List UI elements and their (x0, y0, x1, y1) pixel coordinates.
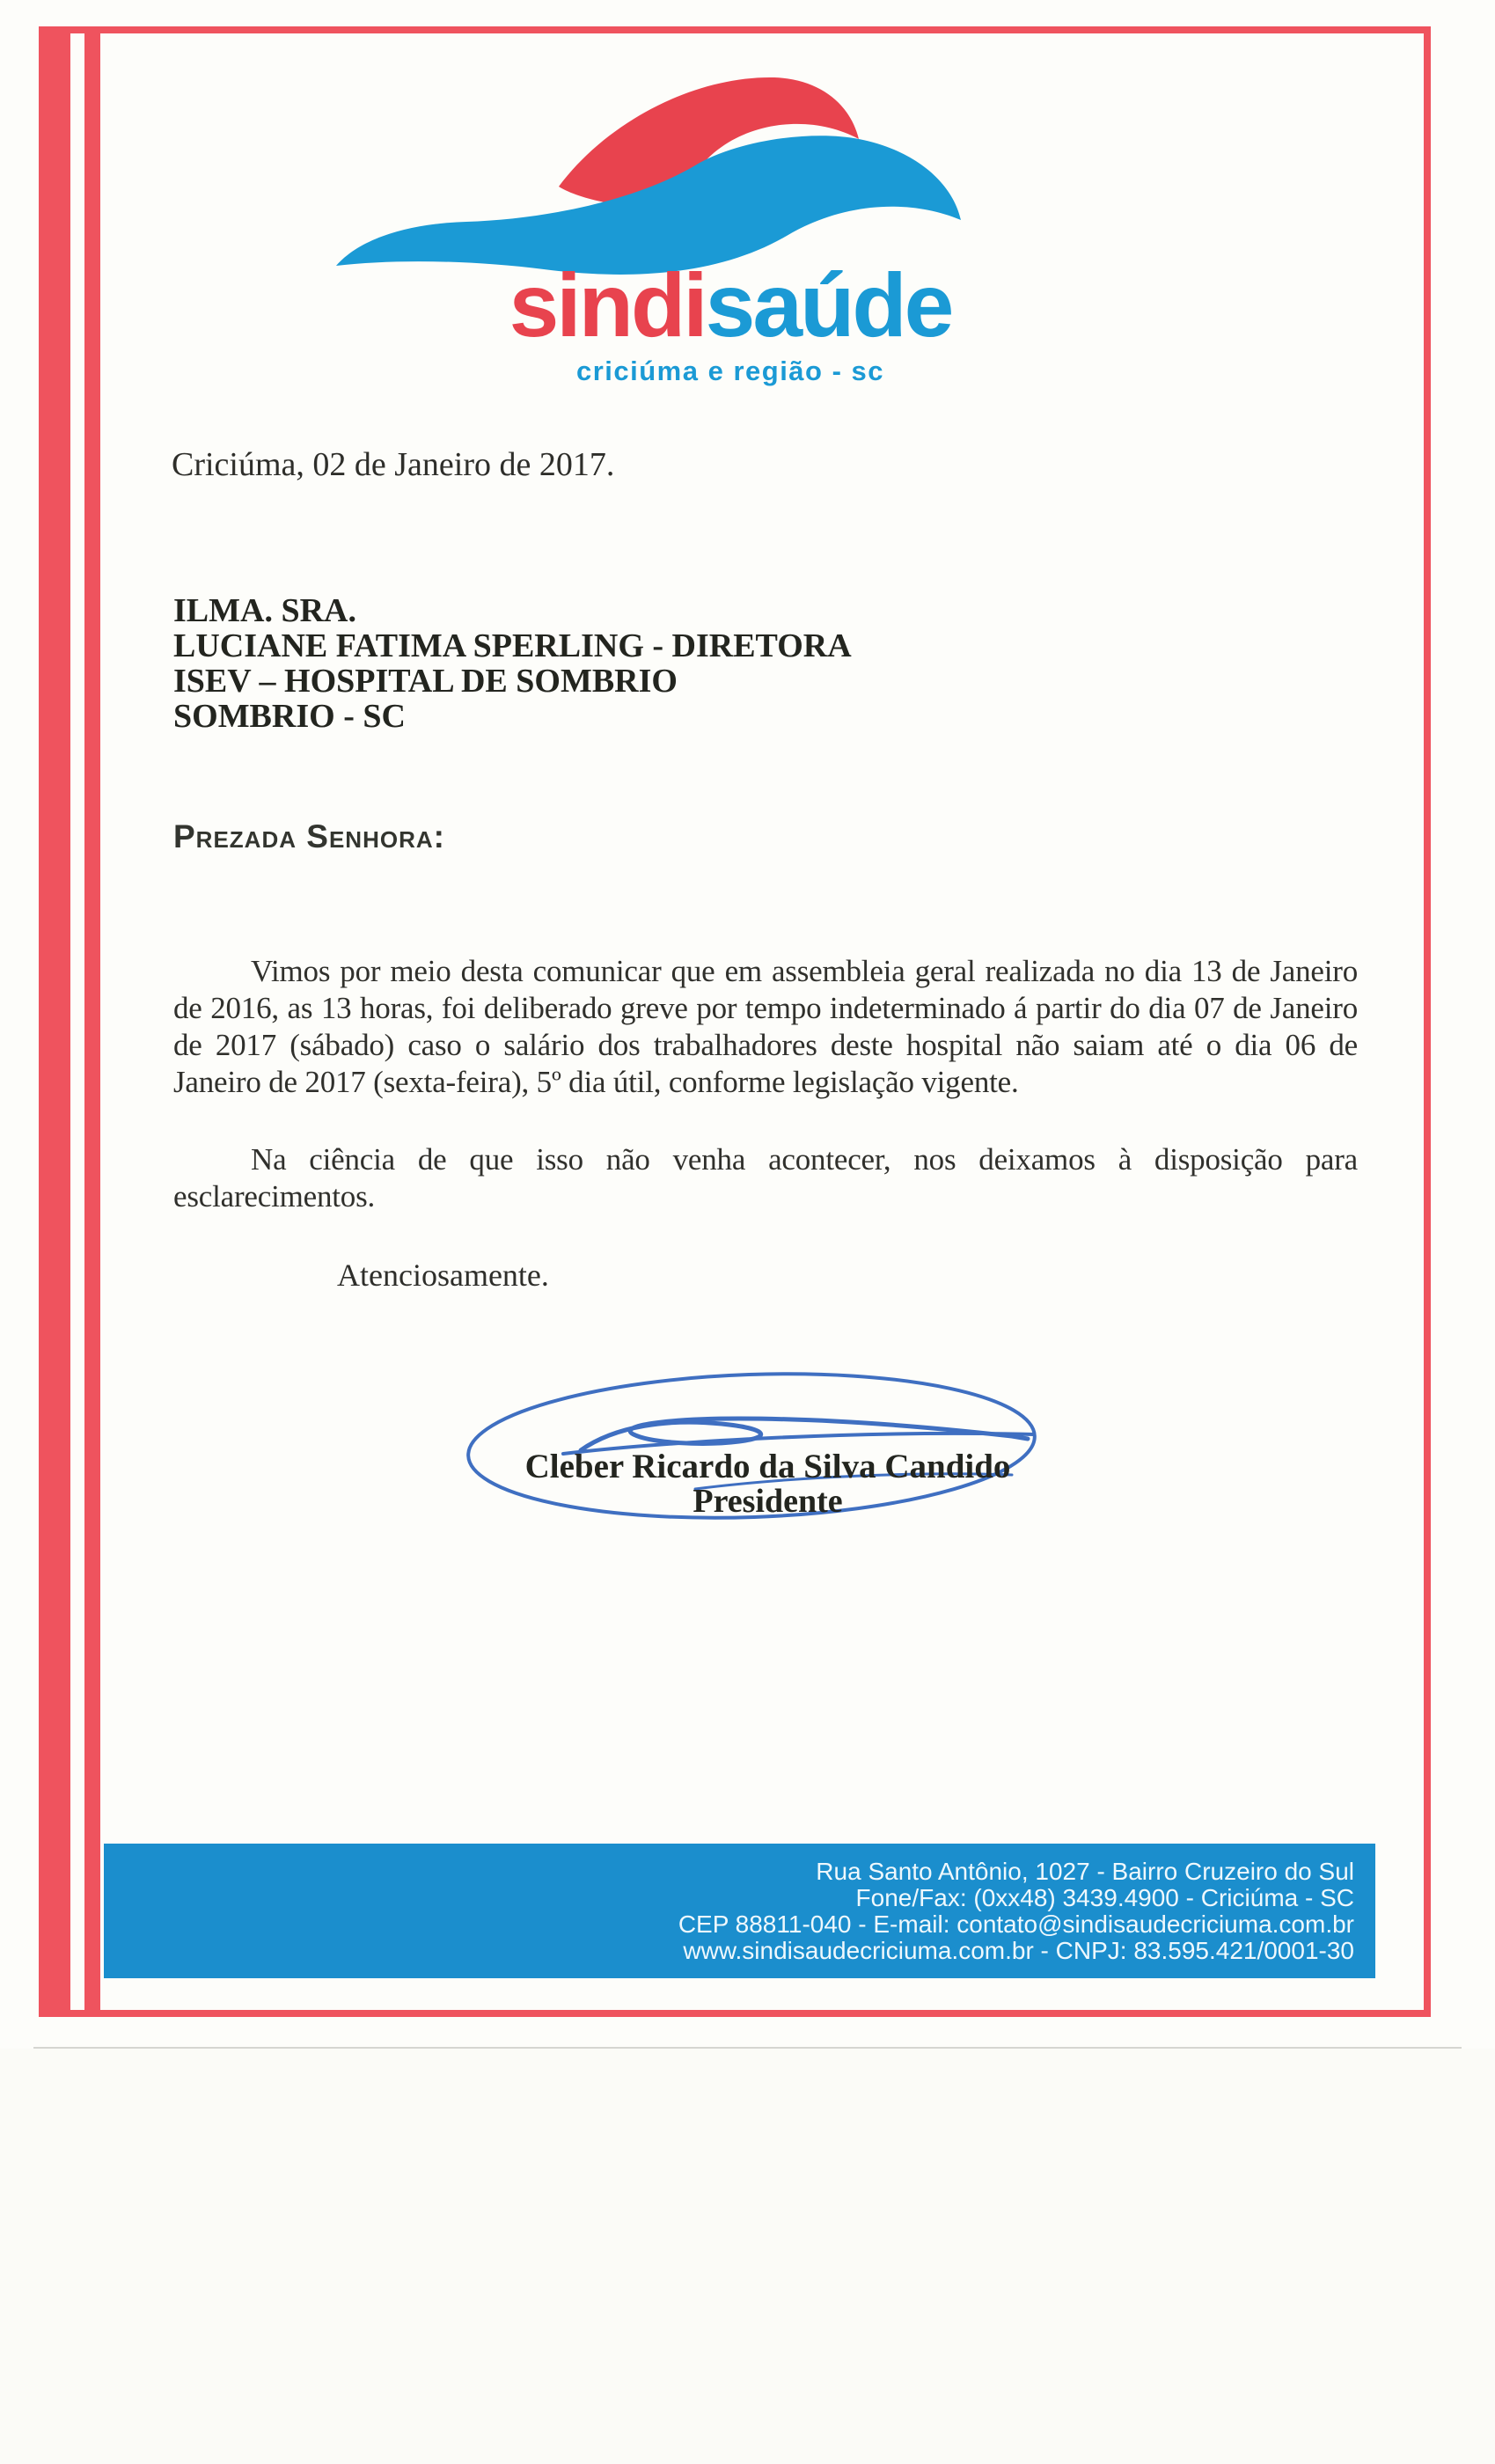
footer-email-line: CEP 88811-040 - E-mail: contato@sindisaudecriciuma.com.br (678, 1910, 1354, 1938)
frame-left-stripe-thin (84, 26, 100, 2017)
salutation: Prezada Senhora: (173, 818, 445, 854)
frame-bottom-line (39, 2010, 1431, 2017)
footer-address-line: Rua Santo Antônio, 1027 - Bairro Cruzeiro do Sul (816, 1858, 1354, 1885)
logo-tagline: criciúma e região - sc (575, 356, 885, 386)
recipient-line: LUCIANE FATIMA SPERLING - DIRETORA (173, 627, 852, 664)
logo-word-sindi: sindi (509, 255, 706, 356)
logo-word-saude: saúde (705, 255, 952, 356)
signer-title: Presidente (693, 1483, 843, 1520)
recipient-line: SOMBRIO - SC (173, 698, 406, 735)
footer-website-line: www.sindisaudecriciuma.com.br - CNPJ: 83.595.421/0001-30 (683, 1937, 1354, 1964)
scan-background (0, 2049, 1495, 2464)
footer-phone-line: Fone/Fax: (0xx48) 3439.4900 - Criciúma - SC (855, 1884, 1354, 1911)
frame-left-stripe-thick (39, 26, 70, 2017)
logo-wordmark (475, 255, 986, 356)
recipient-line: ISEV – HOSPITAL DE SOMBRIO (173, 663, 678, 700)
body-paragraph-2: Na ciência de que isso não venha acontecer, nos deixamos à disposição para esclarecimentos. (173, 1142, 1358, 1214)
frame-top-line (39, 26, 1431, 33)
letter-date: Criciúma, 02 de Janeiro de 2017. (172, 446, 615, 483)
recipient-address-block (173, 593, 852, 734)
body-paragraph-1: Vimos por meio desta comunicar que em assembleia geral realizada no dia 13 de Janeiro de 2016, as 13 horas, foi deliberado greve por tempo indeterminado á partir do dia 07 de Janeiro de 2017 (sábado) caso o salário dos trabalhadores deste hospital não saiam até o dia 06 de Janeiro de 2017 (sexta-feira), 5º dia útil, conforme legislação vigente. (173, 954, 1358, 1099)
signer-name: Cleber Ricardo da Silva Candido (524, 1448, 1011, 1485)
frame-right-line (1424, 26, 1431, 2017)
sindisaude-swoosh-icon (326, 63, 986, 282)
footer-contact-bar (104, 1844, 1375, 1978)
recipient-line: ILMA. SRA. (173, 592, 356, 629)
closing-line: Atenciosamente. (337, 1258, 549, 1293)
